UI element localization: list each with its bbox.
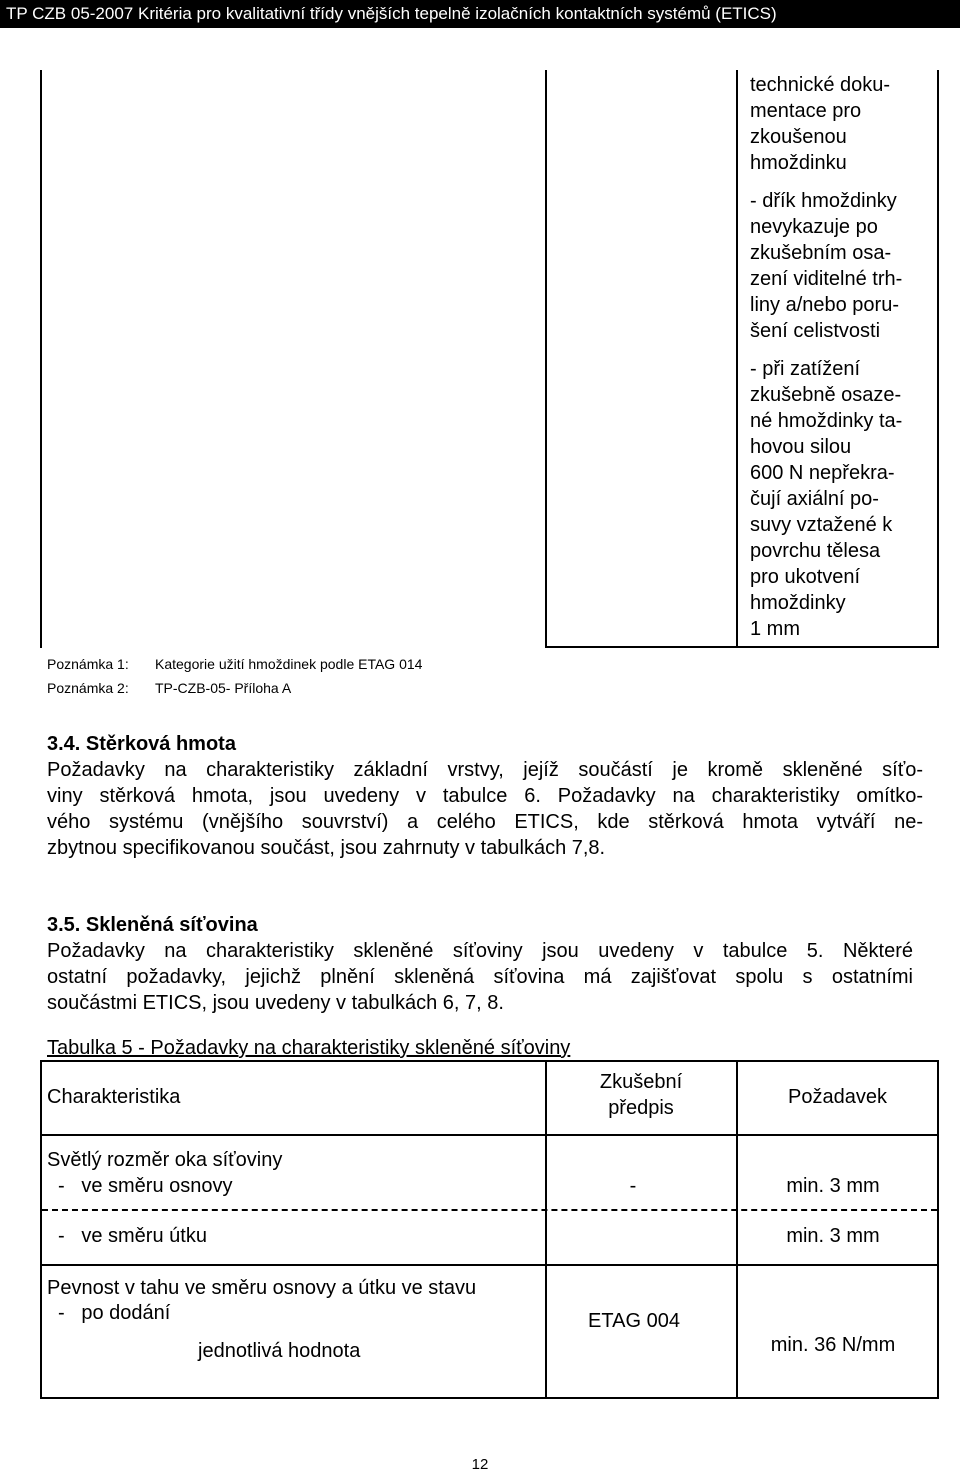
row-tensile-method: ETAG 004	[588, 1310, 680, 1332]
header-requirement: Požadavek	[788, 1086, 887, 1108]
requirement-para-1	[750, 72, 936, 176]
table-divider-1	[545, 70, 547, 648]
row-mesh-size-method: -	[629, 1175, 637, 1197]
table-5-dashed-divider	[42, 1209, 937, 1211]
table-divider-2	[736, 70, 738, 648]
document-header	[0, 0, 960, 28]
table-5-caption: Tabulka 5 - Požadavky na charakteristiky skleněné síťoviny	[47, 1037, 571, 1059]
paragraph-line: Požadavky na charakteristiky skleněné síťoviny jsou uvedeny v tabulce 5. Některé	[47, 940, 913, 962]
table-5-header-bottom	[40, 1134, 939, 1136]
row-tensile-as-delivered: - po dodání	[58, 1302, 171, 1324]
text-line: hmoždinky	[750, 592, 846, 614]
header-test-method	[547, 1069, 735, 1121]
header-characteristic: Charakteristika	[47, 1086, 181, 1108]
row-tensile-single-value: jednotlivá hodnota	[198, 1340, 361, 1362]
text-line: - dřík hmoždinky	[750, 190, 897, 212]
row-tensile-title: Pevnost v tahu ve směru osnovy a útku ve stavu	[47, 1277, 477, 1299]
paragraph-line: Požadavky na charakteristiky základní vrstvy, jejíž součástí je kromě skleněné síťo-	[47, 759, 923, 781]
text-line: technické doku-	[750, 74, 891, 96]
note-1-text: Kategorie užití hmoždinek podle ETAG 014	[155, 656, 423, 672]
paragraph-line: viny stěrková hmota, jsou uvedeny v tabulce 6. Požadavky na charakteristiky omítko-	[47, 785, 923, 807]
note-2-text: TP-CZB-05- Příloha A	[155, 680, 292, 696]
paragraph-line: součástmi ETICS, jsou uvedeny v tabulkách 6, 7, 8.	[47, 992, 504, 1014]
table-5-border-bottom	[40, 1397, 939, 1399]
row-mesh-size-title: Světlý rozměr oka síťoviny	[47, 1149, 283, 1171]
table-border-right	[937, 70, 939, 648]
row-mesh-size-warp-req: min. 3 mm	[786, 1175, 880, 1197]
section-heading: 3.4. Stěrková hmota	[47, 733, 236, 755]
section-3-5	[47, 912, 913, 1016]
text-line: 600 N nepřekra-	[750, 462, 895, 484]
text-line: zkušebně osaze-	[750, 384, 902, 406]
note-1-label: Poznámka 1:	[47, 656, 129, 672]
text-line: liny a/nebo poru-	[750, 294, 899, 316]
requirement-cell	[750, 72, 936, 642]
page-number: 12	[471, 1456, 489, 1473]
text-line: šení celistvosti	[750, 320, 881, 342]
header-test-method-line-2: předpis	[608, 1097, 674, 1119]
table-5-border-top	[40, 1060, 939, 1062]
section-heading: 3.5. Skleněná síťovina	[47, 914, 258, 936]
row-tensile-req: min. 36 N/mm	[770, 1334, 896, 1356]
document-title: TP CZB 05-2007 Kritéria pro kvalitativní třídy vnějších tepelně izolačních kontaktních systémů (ETICS)	[6, 4, 777, 23]
text-line: né hmoždinky ta-	[750, 410, 903, 432]
row-mesh-size-warp: - ve směru osnovy	[58, 1175, 233, 1197]
table-5-border-right	[937, 1060, 939, 1399]
paragraph-line: vého systému (vnějšího souvrství) a celého ETICS, kde stěrková hmota vytváří ne-	[47, 811, 923, 833]
text-line: mentace pro	[750, 100, 862, 122]
note-2-label: Poznámka 2:	[47, 680, 129, 696]
row-mesh-size-weft: - ve směru útku	[58, 1225, 207, 1247]
text-line: povrchu tělesa	[750, 540, 881, 562]
table-border-left	[40, 70, 42, 648]
text-line: hovou silou	[750, 436, 852, 458]
text-line: - při zatížení	[750, 358, 861, 380]
text-line: zkoušenou	[750, 126, 847, 148]
text-line: nevykazuje po	[750, 216, 878, 238]
requirement-para-3	[750, 356, 936, 642]
paragraph-line: zbytnou specifikovanou součást, jsou zahrnuty v tabulkách 7,8.	[47, 837, 606, 859]
table-border-bottom	[545, 646, 939, 648]
text-line: hmoždinku	[750, 152, 847, 174]
text-line: 1 mm	[750, 618, 800, 640]
requirement-para-2	[750, 188, 936, 344]
text-line: pro ukotvení	[750, 566, 861, 588]
text-line: čují axiální po-	[750, 488, 879, 510]
text-line: suvy vztažené k	[750, 514, 893, 536]
header-test-method-line-1: Zkušební	[599, 1071, 683, 1093]
table-5-border-left	[40, 1060, 42, 1399]
row-mesh-size-weft-req: min. 3 mm	[786, 1225, 880, 1247]
text-line: zkušebním osa-	[750, 242, 892, 264]
text-line: zení viditelné trh-	[750, 268, 903, 290]
section-3-4	[47, 731, 923, 861]
paragraph-line: ostatní požadavky, jejichž plnění skleněná síťovina má zajišťovat spolu s ostatními	[47, 966, 913, 988]
table-5-row-divider	[40, 1264, 939, 1266]
